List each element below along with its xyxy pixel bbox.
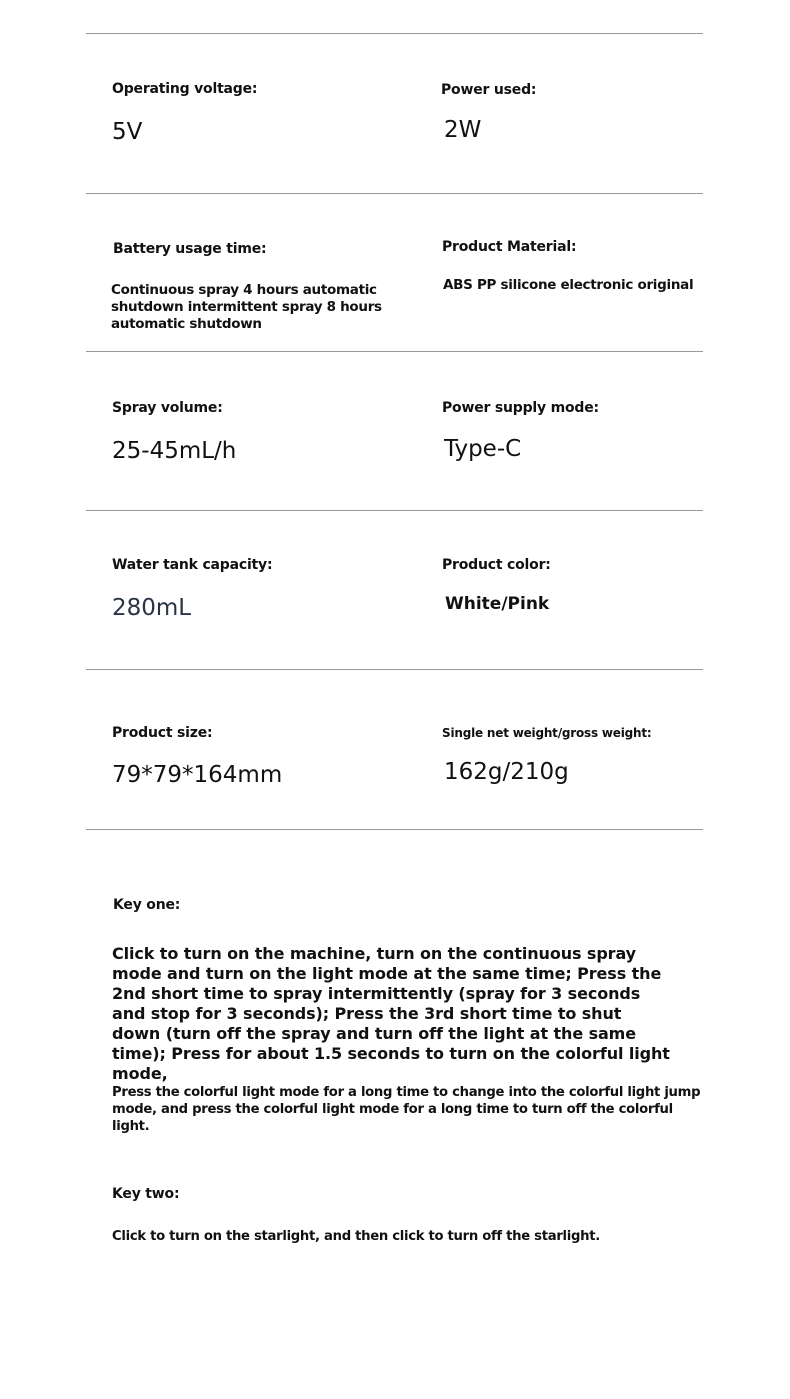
product-color-label: Product color: xyxy=(442,557,551,573)
battery-usage-label: Battery usage time: xyxy=(113,241,267,257)
spray-volume-value: 25-45mL/h xyxy=(112,438,237,464)
product-size-label: Product size: xyxy=(112,725,213,741)
key-one-title: Key one: xyxy=(113,897,181,913)
spray-volume-label: Spray volume: xyxy=(112,400,223,416)
divider xyxy=(86,193,703,194)
battery-usage-value: Continuous spray 4 hours automatic shutdown intermittent spray 8 hours automatic shutdown xyxy=(111,282,382,332)
power-used-label: Power used: xyxy=(441,82,537,98)
key-one-description: Click to turn on the machine, turn on the continuous spray mode and turn on the light mode at the same time; Press the 2nd short time to spray intermittently (spray for 3 seconds and stop for 3 seconds); Press the 3rd short time to shut down (turn off the spray and turn off the light at the same time); Press for about 1.5 seconds to turn on the colorful light mode, xyxy=(112,944,670,1083)
product-material-label: Product Material: xyxy=(442,239,577,255)
divider xyxy=(86,829,703,830)
key-one-note: Press the colorful light mode for a long time to change into the colorful light jump mode, and press the colorful light mode for a long time to turn off the colorful light. xyxy=(112,1085,701,1134)
power-supply-mode-value: Type-C xyxy=(444,436,522,462)
product-color-value: White/Pink xyxy=(445,594,550,614)
divider xyxy=(86,669,703,670)
key-two-description: Click to turn on the starlight, and then click to turn off the starlight. xyxy=(112,1229,600,1244)
operating-voltage-value: 5V xyxy=(112,119,143,145)
operating-voltage-label: Operating voltage: xyxy=(112,81,258,97)
weight-value: 162g/210g xyxy=(444,759,569,785)
divider xyxy=(86,33,703,34)
product-material-value: ABS PP silicone electronic original xyxy=(443,277,694,293)
divider xyxy=(86,351,703,352)
water-tank-capacity-label: Water tank capacity: xyxy=(112,557,273,573)
water-tank-capacity-value: 280mL xyxy=(112,595,192,621)
key-two-title: Key two: xyxy=(112,1186,180,1202)
divider xyxy=(86,510,703,511)
weight-label: Single net weight/gross weight: xyxy=(442,726,652,740)
power-supply-mode-label: Power supply mode: xyxy=(442,400,599,416)
product-size-value: 79*79*164mm xyxy=(112,762,283,788)
power-used-value: 2W xyxy=(444,117,482,143)
